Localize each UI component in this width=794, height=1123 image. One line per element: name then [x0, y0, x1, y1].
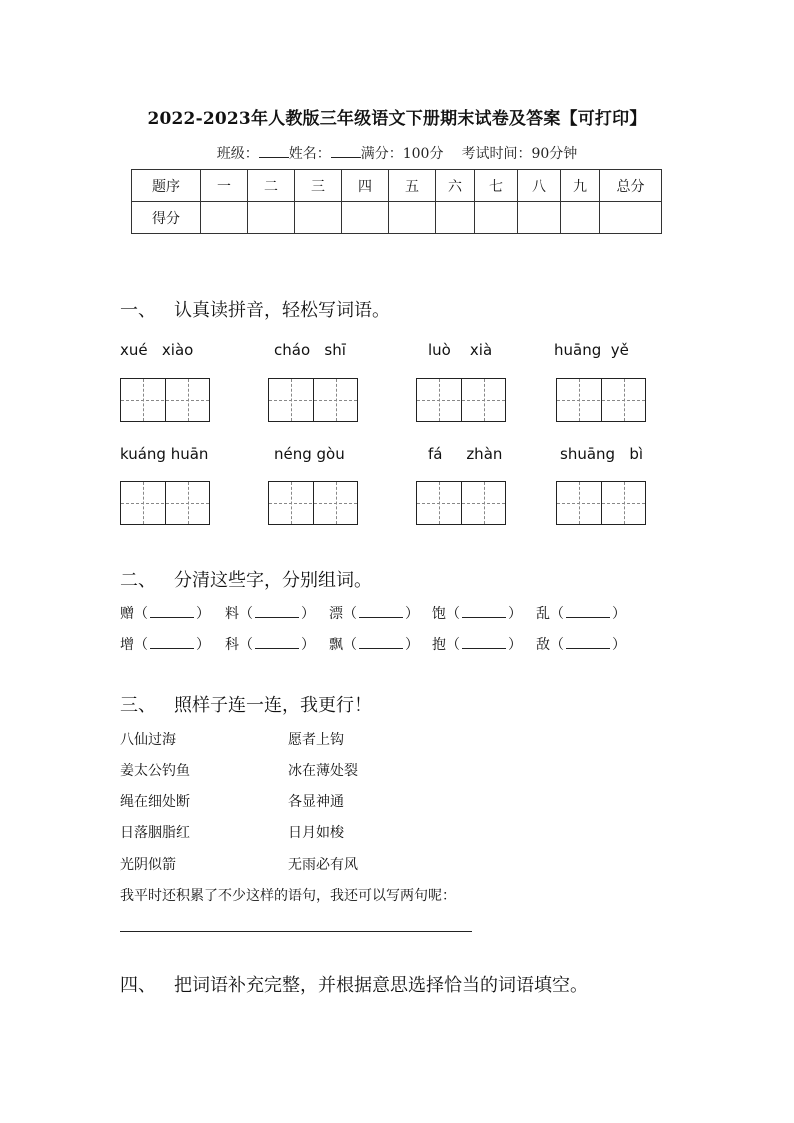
character: 乱: [536, 606, 550, 622]
answer-blank[interactable]: [359, 607, 403, 618]
character: 赠: [120, 606, 134, 622]
page-title: 2022-2023年人教版三年级语文下册期末试卷及答案【可打印】: [147, 109, 647, 129]
name-blank[interactable]: [331, 145, 361, 158]
section-number: 三、: [120, 695, 156, 716]
section-title: 分清这些字，分别组词。: [174, 570, 372, 591]
class-blank[interactable]: [259, 145, 289, 158]
row-label: 得分: [132, 202, 201, 234]
idiom-left[interactable]: 姜太公钓鱼: [120, 763, 190, 779]
idiom-left[interactable]: 八仙过海: [120, 732, 176, 748]
answer-blank[interactable]: [566, 607, 610, 618]
score-cell[interactable]: [389, 202, 436, 234]
writing-grid[interactable]: [416, 378, 506, 422]
answer-blank[interactable]: [462, 638, 506, 649]
idiom-right[interactable]: 日月如梭: [288, 825, 344, 841]
answer-blank[interactable]: [255, 607, 299, 618]
writing-grid[interactable]: [268, 378, 358, 422]
character: 漂: [329, 606, 343, 622]
idiom-right[interactable]: 无雨必有风: [288, 857, 358, 873]
idiom-left[interactable]: 光阴似箭: [120, 857, 176, 873]
character: 敌: [536, 637, 550, 653]
answer-blank[interactable]: [150, 607, 194, 618]
writing-grid[interactable]: [416, 481, 506, 525]
header-cell: 二: [248, 170, 295, 202]
character: 饱: [432, 606, 446, 622]
writing-grid[interactable]: [556, 378, 646, 422]
word-item: 料（ ）: [225, 606, 315, 622]
section-title: 照样子连一连，我更行！: [174, 695, 372, 716]
idiom-right[interactable]: 愿者上钩: [288, 732, 344, 748]
header-cell: 九: [561, 170, 600, 202]
answer-line[interactable]: [120, 931, 472, 932]
answer-blank[interactable]: [359, 638, 403, 649]
header-cell: 四: [342, 170, 389, 202]
character: 飘: [329, 637, 343, 653]
score-cell[interactable]: [475, 202, 518, 234]
score-cell[interactable]: [342, 202, 389, 234]
pinyin-label: kuáng huān: [120, 445, 209, 463]
word-item: 漂（ ）: [329, 606, 419, 622]
score-cell[interactable]: [295, 202, 342, 234]
word-item: 抱（ ）: [432, 637, 522, 653]
idiom-right[interactable]: 各显神通: [288, 794, 344, 810]
pinyin-label: shuāng bì: [560, 445, 644, 463]
section-number: 二、: [120, 570, 156, 591]
word-item: 科（ ）: [225, 637, 315, 653]
writing-grid[interactable]: [120, 481, 210, 525]
word-item: 赠（ ）: [120, 606, 210, 622]
score-cell[interactable]: [600, 202, 662, 234]
header-cell: 八: [518, 170, 561, 202]
writing-grid[interactable]: [120, 378, 210, 422]
character: 抱: [432, 637, 446, 653]
section-number: 四、: [120, 975, 156, 996]
answer-blank[interactable]: [566, 638, 610, 649]
header-cell: 总分: [600, 170, 662, 202]
header-cell: 七: [475, 170, 518, 202]
word-item: 乱（ ）: [536, 606, 626, 622]
word-item: 敌（ ）: [536, 637, 626, 653]
writing-grid[interactable]: [556, 481, 646, 525]
answer-blank[interactable]: [255, 638, 299, 649]
full-score: 满分：100分: [360, 146, 444, 162]
score-table: [131, 169, 662, 234]
section3-prompt: 我平时还积累了不少这样的语句，我还可以写两句呢：: [120, 888, 456, 904]
score-cell[interactable]: [201, 202, 248, 234]
score-table-header-row: [132, 170, 662, 202]
section4-heading: [120, 971, 588, 997]
answer-blank[interactable]: [462, 607, 506, 618]
header-cell: 六: [436, 170, 475, 202]
exam-info: [0, 143, 794, 163]
name-label: 姓名：: [288, 146, 331, 162]
score-cell[interactable]: [518, 202, 561, 234]
pinyin-label: xué xiào: [120, 341, 194, 359]
idiom-right[interactable]: 冰在薄处裂: [288, 763, 358, 779]
word-item: 增（ ）: [120, 637, 210, 653]
header-cell: 题序: [132, 170, 201, 202]
pinyin-label: luò xià: [428, 341, 493, 359]
section3-heading: [120, 691, 372, 717]
header-cell: 五: [389, 170, 436, 202]
pinyin-label: néng gòu: [274, 445, 345, 463]
writing-grid[interactable]: [268, 481, 358, 525]
header-cell: 一: [201, 170, 248, 202]
pinyin-label: cháo shī: [274, 341, 346, 359]
section-title: 把词语补充完整，并根据意思选择恰当的词语填空。: [174, 975, 588, 996]
section2-heading: [120, 566, 372, 592]
idiom-left[interactable]: 绳在细处断: [120, 794, 190, 810]
class-label: 班级：: [216, 146, 259, 162]
pinyin-label: huāng yě: [554, 341, 629, 359]
idiom-left[interactable]: 日落胭脂红: [120, 825, 190, 841]
header-cell: 三: [295, 170, 342, 202]
character: 料: [225, 606, 239, 622]
exam-time: 考试时间：90分钟: [461, 146, 578, 162]
section1-heading: [120, 296, 390, 322]
section-number: 一、: [120, 300, 156, 321]
score-cell[interactable]: [561, 202, 600, 234]
character: 增: [120, 637, 134, 653]
word-item: 飘（ ）: [329, 637, 419, 653]
character: 科: [225, 637, 239, 653]
score-table-score-row: [132, 202, 662, 234]
word-item: 饱（ ）: [432, 606, 522, 622]
section-title: 认真读拼音，轻松写词语。: [174, 300, 390, 321]
pinyin-label: fá zhàn: [428, 445, 503, 463]
score-cell[interactable]: [436, 202, 475, 234]
answer-blank[interactable]: [150, 638, 194, 649]
score-cell[interactable]: [248, 202, 295, 234]
